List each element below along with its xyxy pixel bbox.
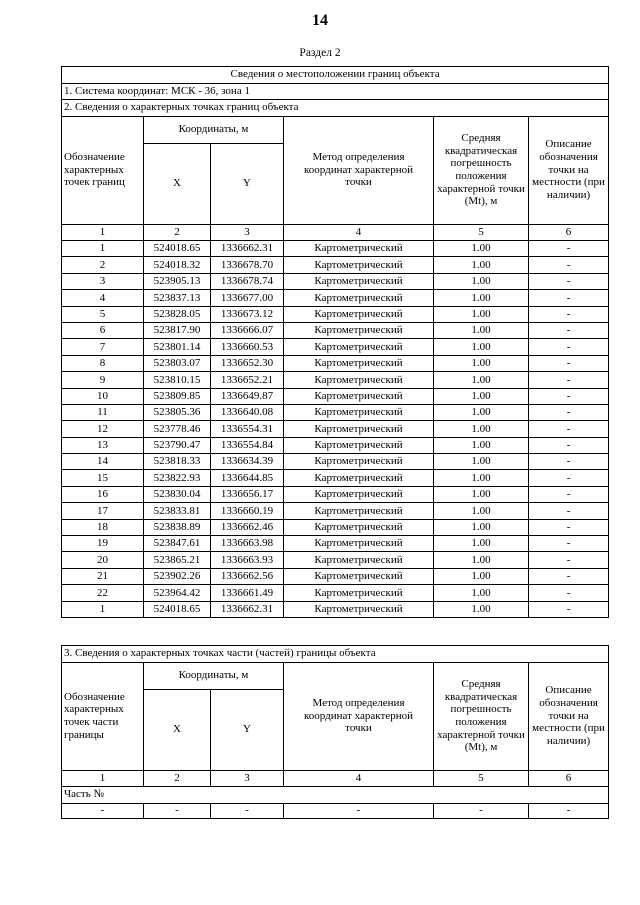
method-cell: Картометрический	[284, 257, 434, 273]
description-cell: -	[529, 437, 609, 453]
point-number: 3	[62, 273, 144, 289]
column-number-row	[62, 224, 609, 241]
y-coordinate: 1336662.46	[211, 519, 284, 535]
table-row	[62, 257, 609, 273]
y-coordinate: 1336644.85	[211, 470, 284, 486]
description-cell: -	[529, 322, 609, 338]
y-coordinate: 1336656.17	[211, 486, 284, 502]
x-coordinate: 524018.65	[144, 601, 211, 617]
point-number: 5	[62, 306, 144, 322]
x-coordinate: 523838.89	[144, 519, 211, 535]
method-cell: Картометрический	[284, 470, 434, 486]
x-coordinate: 523830.04	[144, 486, 211, 502]
table-row	[62, 536, 609, 552]
accuracy-cell: 1.00	[434, 421, 529, 437]
x-coordinate: 524018.32	[144, 257, 211, 273]
y-coordinate: 1336677.00	[211, 290, 284, 306]
accuracy-cell: 1.00	[434, 290, 529, 306]
table-row	[62, 241, 609, 257]
x-coordinate: 523828.05	[144, 306, 211, 322]
accuracy-cell: 1.00	[434, 437, 529, 453]
y-coordinate: 1336649.87	[211, 388, 284, 404]
x-coordinate: 523833.81	[144, 503, 211, 519]
description-cell: -	[529, 339, 609, 355]
y-coordinate: 1336678.74	[211, 273, 284, 289]
point-number: 11	[62, 404, 144, 420]
method-cell: Картометрический	[284, 355, 434, 371]
description-cell: -	[529, 536, 609, 552]
accuracy-cell: 1.00	[434, 601, 529, 617]
column-number: 3	[211, 224, 284, 241]
method-cell: Картометрический	[284, 306, 434, 322]
point-number: 17	[62, 503, 144, 519]
column-number: 6	[529, 770, 609, 787]
empty-part-row	[62, 803, 609, 818]
description-cell: -	[529, 503, 609, 519]
description-cell: -	[529, 486, 609, 502]
description-cell: -	[529, 372, 609, 388]
accuracy-cell: 1.00	[434, 519, 529, 535]
main-title: Сведения о местоположении границ объекта	[62, 67, 609, 84]
table-row	[62, 519, 609, 535]
description-cell: -	[529, 585, 609, 601]
header-description: Описание обозначения точки на местности (при наличии)	[529, 116, 609, 224]
description-cell: -	[529, 454, 609, 470]
table-row	[62, 437, 609, 453]
column-number: 1	[62, 770, 144, 787]
header-method: Метод определения координат характерной точки	[284, 662, 434, 770]
empty-cell: -	[62, 803, 144, 818]
table-row	[62, 388, 609, 404]
x-coordinate: 523778.46	[144, 421, 211, 437]
accuracy-cell: 1.00	[434, 503, 529, 519]
point-number: 12	[62, 421, 144, 437]
description-cell: -	[529, 601, 609, 617]
x-coordinate: 524018.65	[144, 241, 211, 257]
description-cell: -	[529, 388, 609, 404]
y-coordinate: 1336673.12	[211, 306, 284, 322]
header-x: X	[144, 689, 211, 770]
method-cell: Картометрический	[284, 519, 434, 535]
point-number: 8	[62, 355, 144, 371]
method-cell: Картометрический	[284, 372, 434, 388]
x-coordinate: 523805.36	[144, 404, 211, 420]
y-coordinate: 1336634.39	[211, 454, 284, 470]
y-coordinate: 1336662.31	[211, 601, 284, 617]
column-number: 2	[144, 770, 211, 787]
accuracy-cell: 1.00	[434, 339, 529, 355]
description-cell: -	[529, 404, 609, 420]
x-coordinate: 523902.26	[144, 568, 211, 584]
method-cell: Картометрический	[284, 437, 434, 453]
description-cell: -	[529, 290, 609, 306]
accuracy-cell: 1.00	[434, 404, 529, 420]
column-number: 6	[529, 224, 609, 241]
description-cell: -	[529, 552, 609, 568]
accuracy-cell: 1.00	[434, 568, 529, 584]
header-method: Метод определения координат характерной точки	[284, 116, 434, 224]
table-row	[62, 273, 609, 289]
table-row	[62, 339, 609, 355]
table-row	[62, 306, 609, 322]
method-cell: Картометрический	[284, 421, 434, 437]
y-coordinate: 1336554.31	[211, 421, 284, 437]
point-number: 14	[62, 454, 144, 470]
description-cell: -	[529, 241, 609, 257]
point-number: 16	[62, 486, 144, 502]
empty-cell: -	[144, 803, 211, 818]
y-coordinate: 1336666.07	[211, 322, 284, 338]
part-label: Часть №	[62, 787, 609, 804]
accuracy-cell: 1.00	[434, 552, 529, 568]
empty-cell: -	[434, 803, 529, 818]
x-coordinate: 523847.61	[144, 536, 211, 552]
description-cell: -	[529, 519, 609, 535]
x-coordinate: 523817.90	[144, 322, 211, 338]
method-cell: Картометрический	[284, 568, 434, 584]
y-coordinate: 1336652.21	[211, 372, 284, 388]
column-number: 4	[284, 224, 434, 241]
point-number: 10	[62, 388, 144, 404]
header-y: Y	[211, 143, 284, 224]
x-coordinate: 523818.33	[144, 454, 211, 470]
point-number: 4	[62, 290, 144, 306]
method-cell: Картометрический	[284, 273, 434, 289]
y-coordinate: 1336662.56	[211, 568, 284, 584]
point-number: 13	[62, 437, 144, 453]
description-cell: -	[529, 273, 609, 289]
x-coordinate: 523801.14	[144, 339, 211, 355]
point-number: 1	[62, 601, 144, 617]
point-number: 2	[62, 257, 144, 273]
table-row	[62, 503, 609, 519]
header-point-label: Обозначение характерных точек границ	[62, 116, 144, 224]
column-number: 5	[434, 224, 529, 241]
description-cell: -	[529, 306, 609, 322]
header-description: Описание обозначения точки на местности (при наличии)	[529, 662, 609, 770]
x-coordinate: 523964.42	[144, 585, 211, 601]
point-number: 1	[62, 241, 144, 257]
boundary-section-title: 2. Сведения о характерных точках границ объекта	[62, 100, 609, 117]
column-number-row	[62, 770, 609, 787]
accuracy-cell: 1.00	[434, 372, 529, 388]
table-row	[62, 470, 609, 486]
method-cell: Картометрический	[284, 486, 434, 502]
accuracy-cell: 1.00	[434, 388, 529, 404]
column-number: 5	[434, 770, 529, 787]
accuracy-cell: 1.00	[434, 241, 529, 257]
method-cell: Картометрический	[284, 322, 434, 338]
y-coordinate: 1336640.08	[211, 404, 284, 420]
table-row	[62, 568, 609, 584]
part-section-title: 3. Сведения о характерных точках части (частей) границы объекта	[62, 646, 609, 663]
x-coordinate: 523810.15	[144, 372, 211, 388]
header-accuracy: Средняя квадратическая погрешность положения характерной точки (Mt), м	[434, 116, 529, 224]
y-coordinate: 1336660.53	[211, 339, 284, 355]
y-coordinate: 1336554.84	[211, 437, 284, 453]
table-row	[62, 355, 609, 371]
x-coordinate: 523822.93	[144, 470, 211, 486]
empty-cell: -	[529, 803, 609, 818]
point-number: 18	[62, 519, 144, 535]
point-number: 21	[62, 568, 144, 584]
method-cell: Картометрический	[284, 241, 434, 257]
accuracy-cell: 1.00	[434, 470, 529, 486]
header-x: X	[144, 143, 211, 224]
point-number: 9	[62, 372, 144, 388]
description-cell: -	[529, 421, 609, 437]
header-coords: Координаты, м	[144, 662, 284, 689]
description-cell: -	[529, 568, 609, 584]
header-point-label: Обозначение характерных точек части границы	[62, 662, 144, 770]
column-number: 4	[284, 770, 434, 787]
coordinate-system: 1. Система координат: МСК - 36, зона 1	[62, 83, 609, 100]
y-coordinate: 1336660.19	[211, 503, 284, 519]
column-number: 2	[144, 224, 211, 241]
y-coordinate: 1336652.30	[211, 355, 284, 371]
table-row	[62, 421, 609, 437]
accuracy-cell: 1.00	[434, 273, 529, 289]
method-cell: Картометрический	[284, 585, 434, 601]
boundary-rows	[62, 241, 609, 618]
point-number: 7	[62, 339, 144, 355]
y-coordinate: 1336663.93	[211, 552, 284, 568]
header-accuracy: Средняя квадратическая погрешность положения характерной точки (Mt), м	[434, 662, 529, 770]
accuracy-cell: 1.00	[434, 486, 529, 502]
header-y: Y	[211, 689, 284, 770]
method-cell: Картометрический	[284, 536, 434, 552]
point-number: 6	[62, 322, 144, 338]
method-cell: Картометрический	[284, 454, 434, 470]
description-cell: -	[529, 257, 609, 273]
point-number: 22	[62, 585, 144, 601]
method-cell: Картометрический	[284, 552, 434, 568]
x-coordinate: 523803.07	[144, 355, 211, 371]
y-coordinate: 1336662.31	[211, 241, 284, 257]
point-number: 19	[62, 536, 144, 552]
x-coordinate: 523790.47	[144, 437, 211, 453]
y-coordinate: 1336663.98	[211, 536, 284, 552]
table-row	[62, 585, 609, 601]
table-row	[62, 552, 609, 568]
x-coordinate: 523837.13	[144, 290, 211, 306]
table-row	[62, 322, 609, 338]
column-number: 3	[211, 770, 284, 787]
table-row	[62, 454, 609, 470]
method-cell: Картометрический	[284, 503, 434, 519]
y-coordinate: 1336661.49	[211, 585, 284, 601]
boundary-table	[61, 66, 609, 618]
point-number: 20	[62, 552, 144, 568]
x-coordinate: 523865.21	[144, 552, 211, 568]
accuracy-cell: 1.00	[434, 585, 529, 601]
accuracy-cell: 1.00	[434, 306, 529, 322]
method-cell: Картометрический	[284, 404, 434, 420]
accuracy-cell: 1.00	[434, 322, 529, 338]
table-row	[62, 601, 609, 617]
table-row	[62, 486, 609, 502]
method-cell: Картометрический	[284, 388, 434, 404]
empty-cell: -	[284, 803, 434, 818]
accuracy-cell: 1.00	[434, 454, 529, 470]
table-row	[62, 404, 609, 420]
accuracy-cell: 1.00	[434, 257, 529, 273]
table-row	[62, 290, 609, 306]
column-number: 1	[62, 224, 144, 241]
method-cell: Картометрический	[284, 290, 434, 306]
accuracy-cell: 1.00	[434, 355, 529, 371]
method-cell: Картометрический	[284, 601, 434, 617]
point-number: 15	[62, 470, 144, 486]
accuracy-cell: 1.00	[434, 536, 529, 552]
description-cell: -	[529, 470, 609, 486]
table-row	[62, 372, 609, 388]
empty-cell: -	[211, 803, 284, 818]
description-cell: -	[529, 355, 609, 371]
header-coords: Координаты, м	[144, 116, 284, 143]
x-coordinate: 523905.13	[144, 273, 211, 289]
section-label: Раздел 2	[299, 47, 341, 59]
x-coordinate: 523809.85	[144, 388, 211, 404]
y-coordinate: 1336678.70	[211, 257, 284, 273]
method-cell: Картометрический	[284, 339, 434, 355]
page-number: 14	[312, 12, 328, 29]
part-table	[61, 645, 609, 819]
